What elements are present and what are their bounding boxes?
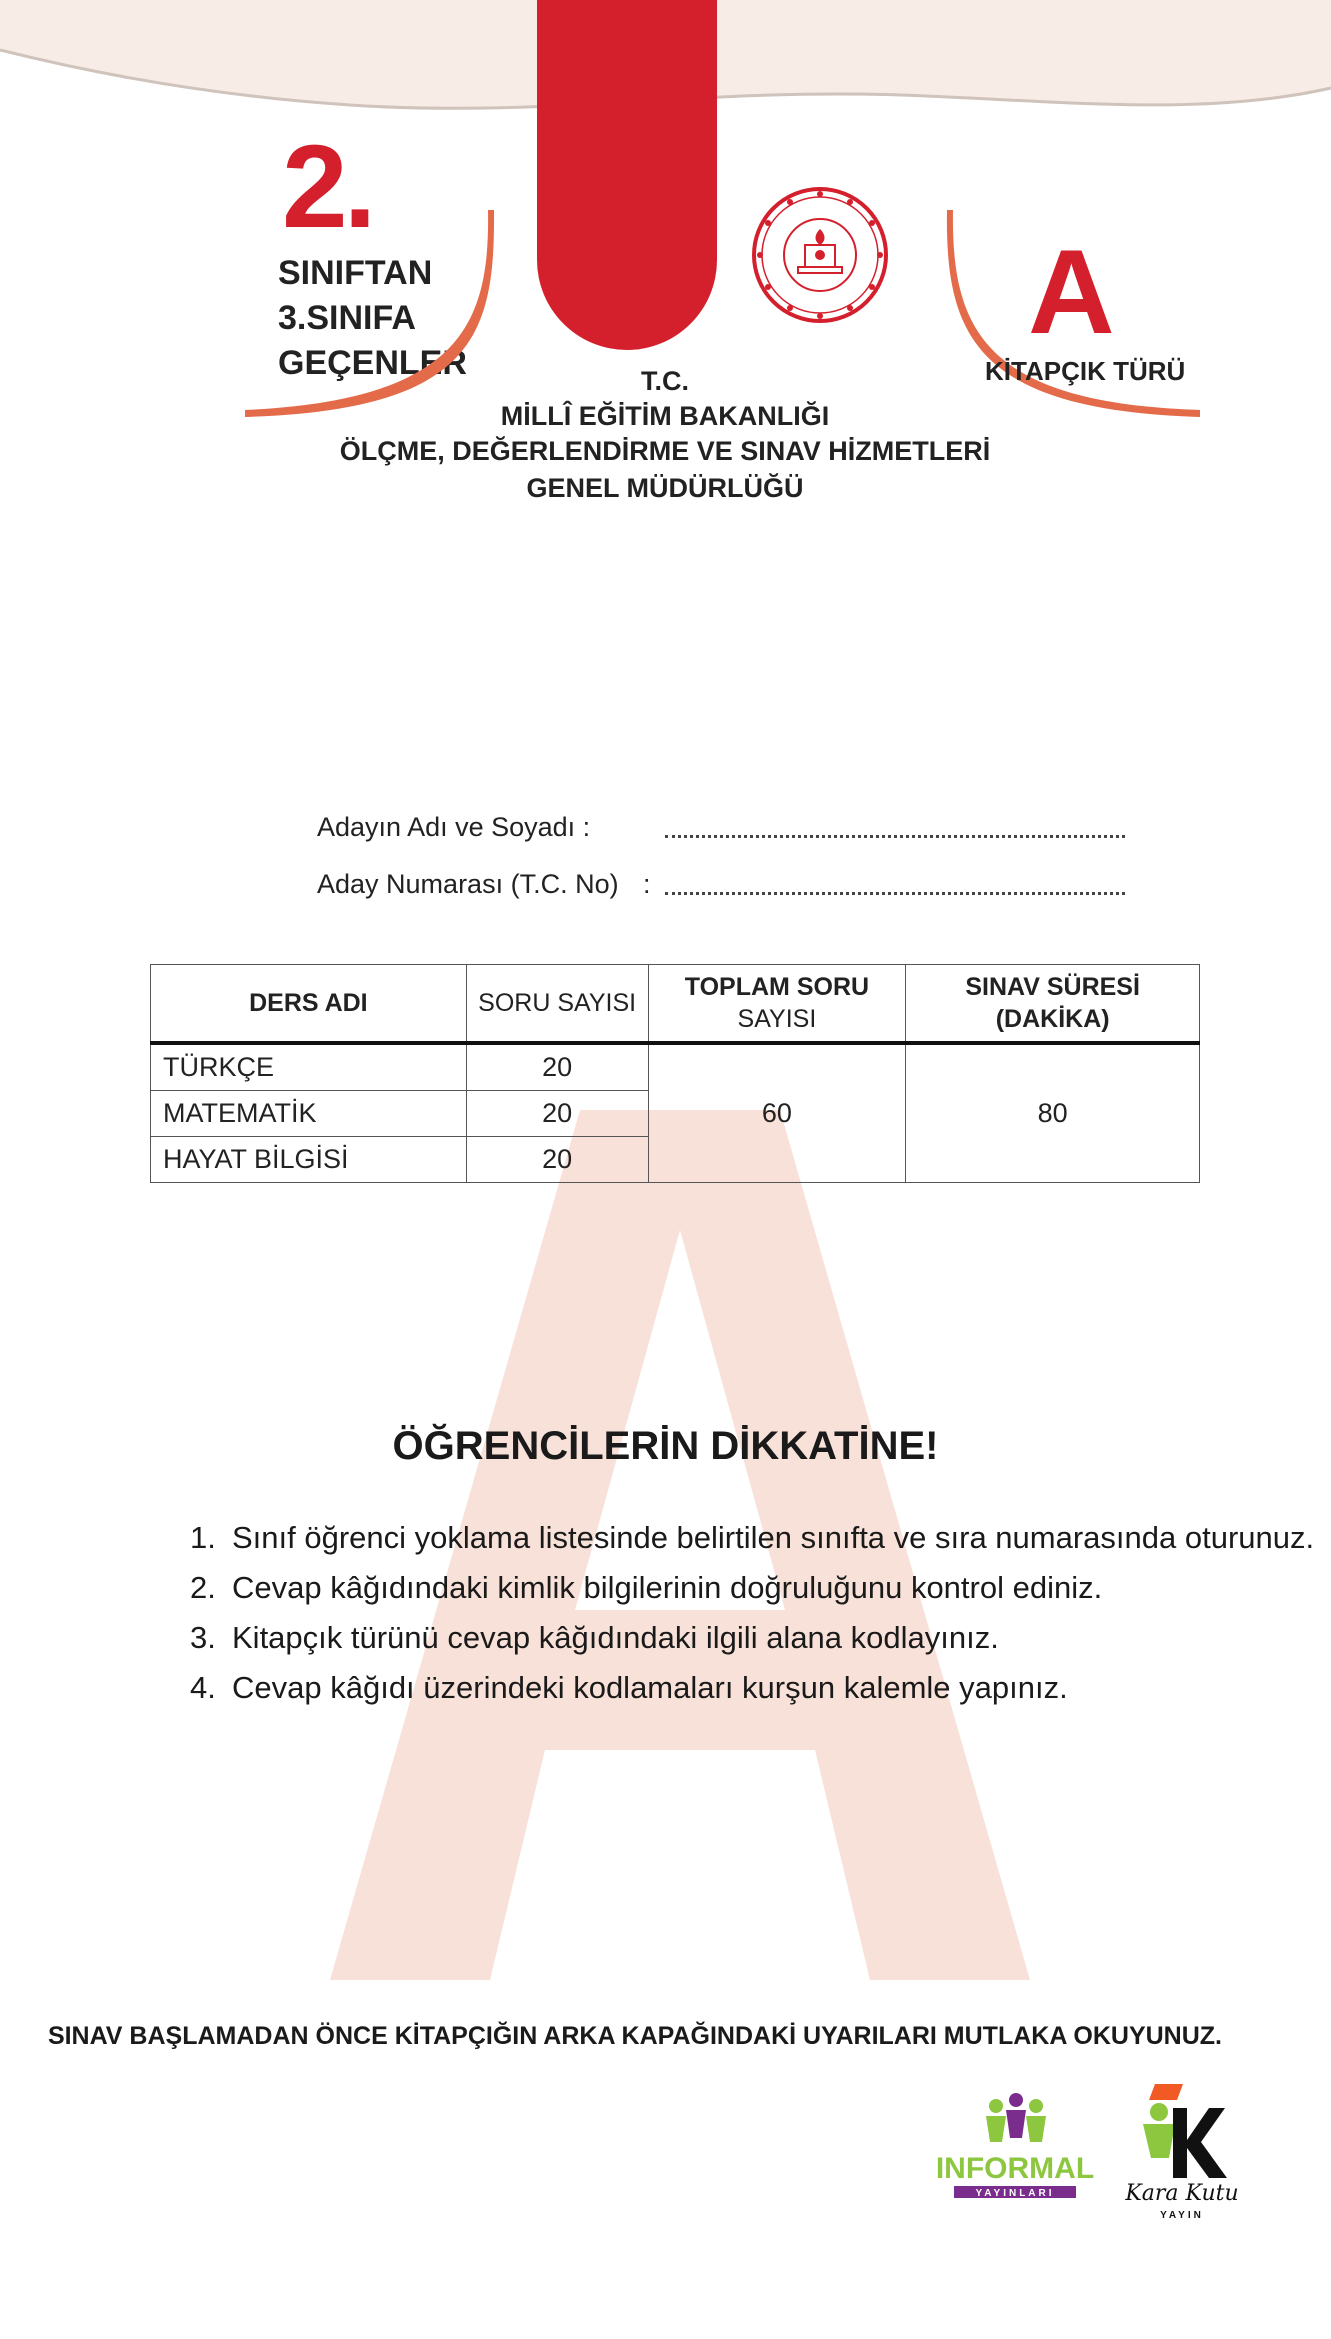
ministry-line-1: T.C.	[640, 366, 689, 396]
candidate-number-label: Aday Numarası (T.C. No)	[317, 869, 619, 899]
informal-publisher-logo	[935, 2090, 1095, 2205]
booklet-watermark-letter	[330, 1110, 1030, 2010]
duration-cell: 80	[906, 1043, 1200, 1183]
header-question-count: SORU SAYISI	[466, 965, 648, 1044]
question-count-cell: 20	[466, 1043, 648, 1091]
total-questions-cell: 60	[648, 1043, 906, 1183]
attention-title: ÖĞRENCİLERİN DİKKATİNE!	[392, 1424, 939, 1468]
instruction-item	[190, 1570, 1102, 1606]
exam-subjects-table	[150, 964, 1200, 1183]
instruction-text: Cevap kâğıdındaki kimlik bilgilerinin doğruluğunu kontrol ediniz.	[232, 1570, 1103, 1605]
instruction-number: 1.	[190, 1520, 216, 1555]
informal-logo-text: INFORMAL	[935, 2152, 1095, 2185]
instruction-number: 2.	[190, 1570, 216, 1605]
instruction-text: Kitapçık türünü cevap kâğıdındaki ilgili alana kodlayınız.	[232, 1620, 999, 1655]
karakutu-publisher-logo	[1125, 2078, 1240, 2223]
instruction-text: Cevap kâğıdı üzerindeki kodlamaları kurşun kalemle yapınız.	[232, 1670, 1068, 1705]
header-subject: DERS ADI	[151, 965, 467, 1044]
ministry-line-4: GENEL MÜDÜRLÜĞÜ	[526, 473, 804, 503]
table-row	[151, 1043, 1200, 1091]
informal-logo-subtext: YAYINLARI	[975, 2188, 1055, 2199]
header-total-questions	[648, 965, 906, 1044]
instruction-number: 4.	[190, 1670, 216, 1705]
subject-cell: TÜRKÇE	[151, 1043, 467, 1091]
grade-line-1: SINIFTAN	[278, 254, 433, 292]
red-bookmark-tab	[537, 0, 717, 350]
subject-cell: MATEMATİK	[151, 1091, 467, 1137]
booklet-type-letter: A	[1028, 225, 1115, 359]
instruction-item	[190, 1670, 1068, 1706]
ministry-seal-icon	[750, 185, 890, 325]
grade-line-2: 3.SINIFA	[278, 299, 416, 337]
karakutu-logo-text: Kara Kutu	[1125, 2181, 1239, 2206]
candidate-number-field[interactable]	[665, 892, 1125, 895]
question-count-cell: 20	[466, 1091, 648, 1137]
booklet-type-label: KİTAPÇIK TÜRÜ	[985, 356, 1186, 386]
instruction-item	[190, 1520, 1314, 1556]
subject-cell: HAYAT BİLGİSİ	[151, 1137, 467, 1183]
candidate-name-field[interactable]	[665, 835, 1125, 838]
header-total-line-1: TOPLAM SORU	[684, 972, 870, 1001]
grade-line-3: GEÇENLER	[278, 344, 467, 382]
candidate-name-label: Adayın Adı ve Soyadı :	[317, 812, 591, 842]
instruction-item	[190, 1620, 999, 1656]
candidate-number-colon: :	[643, 869, 651, 899]
ministry-line-3: ÖLÇME, DEĞERLENDİRME VE SINAV HİZMETLERİ	[339, 436, 991, 466]
ministry-line-2: MİLLÎ EĞİTİM BAKANLIĞI	[500, 401, 830, 431]
instruction-number: 3.	[190, 1620, 216, 1655]
header-duration-line-2: (DAKİKA)	[995, 1005, 1110, 1033]
karakutu-logo-subtext: YAYIN	[1160, 2210, 1204, 2221]
read-warnings-notice: SINAV BAŞLAMADAN ÖNCE KİTAPÇIĞIN ARKA KAPAĞINDAKİ UYARILARI MUTLAKA OKUYUNUZ.	[47, 2022, 1222, 2050]
table-header-row	[151, 965, 1200, 1044]
header-duration-line-1: SINAV SÜRESİ	[965, 972, 1140, 1001]
question-count-cell: 20	[466, 1137, 648, 1183]
grade-number: 2.	[282, 121, 373, 253]
instruction-text: Sınıf öğrenci yoklama listesinde belirtilen sınıfta ve sıra numarasında oturunuz.	[232, 1520, 1315, 1555]
header-total-line-2: SAYISI	[737, 1005, 817, 1033]
header-duration	[906, 965, 1200, 1044]
